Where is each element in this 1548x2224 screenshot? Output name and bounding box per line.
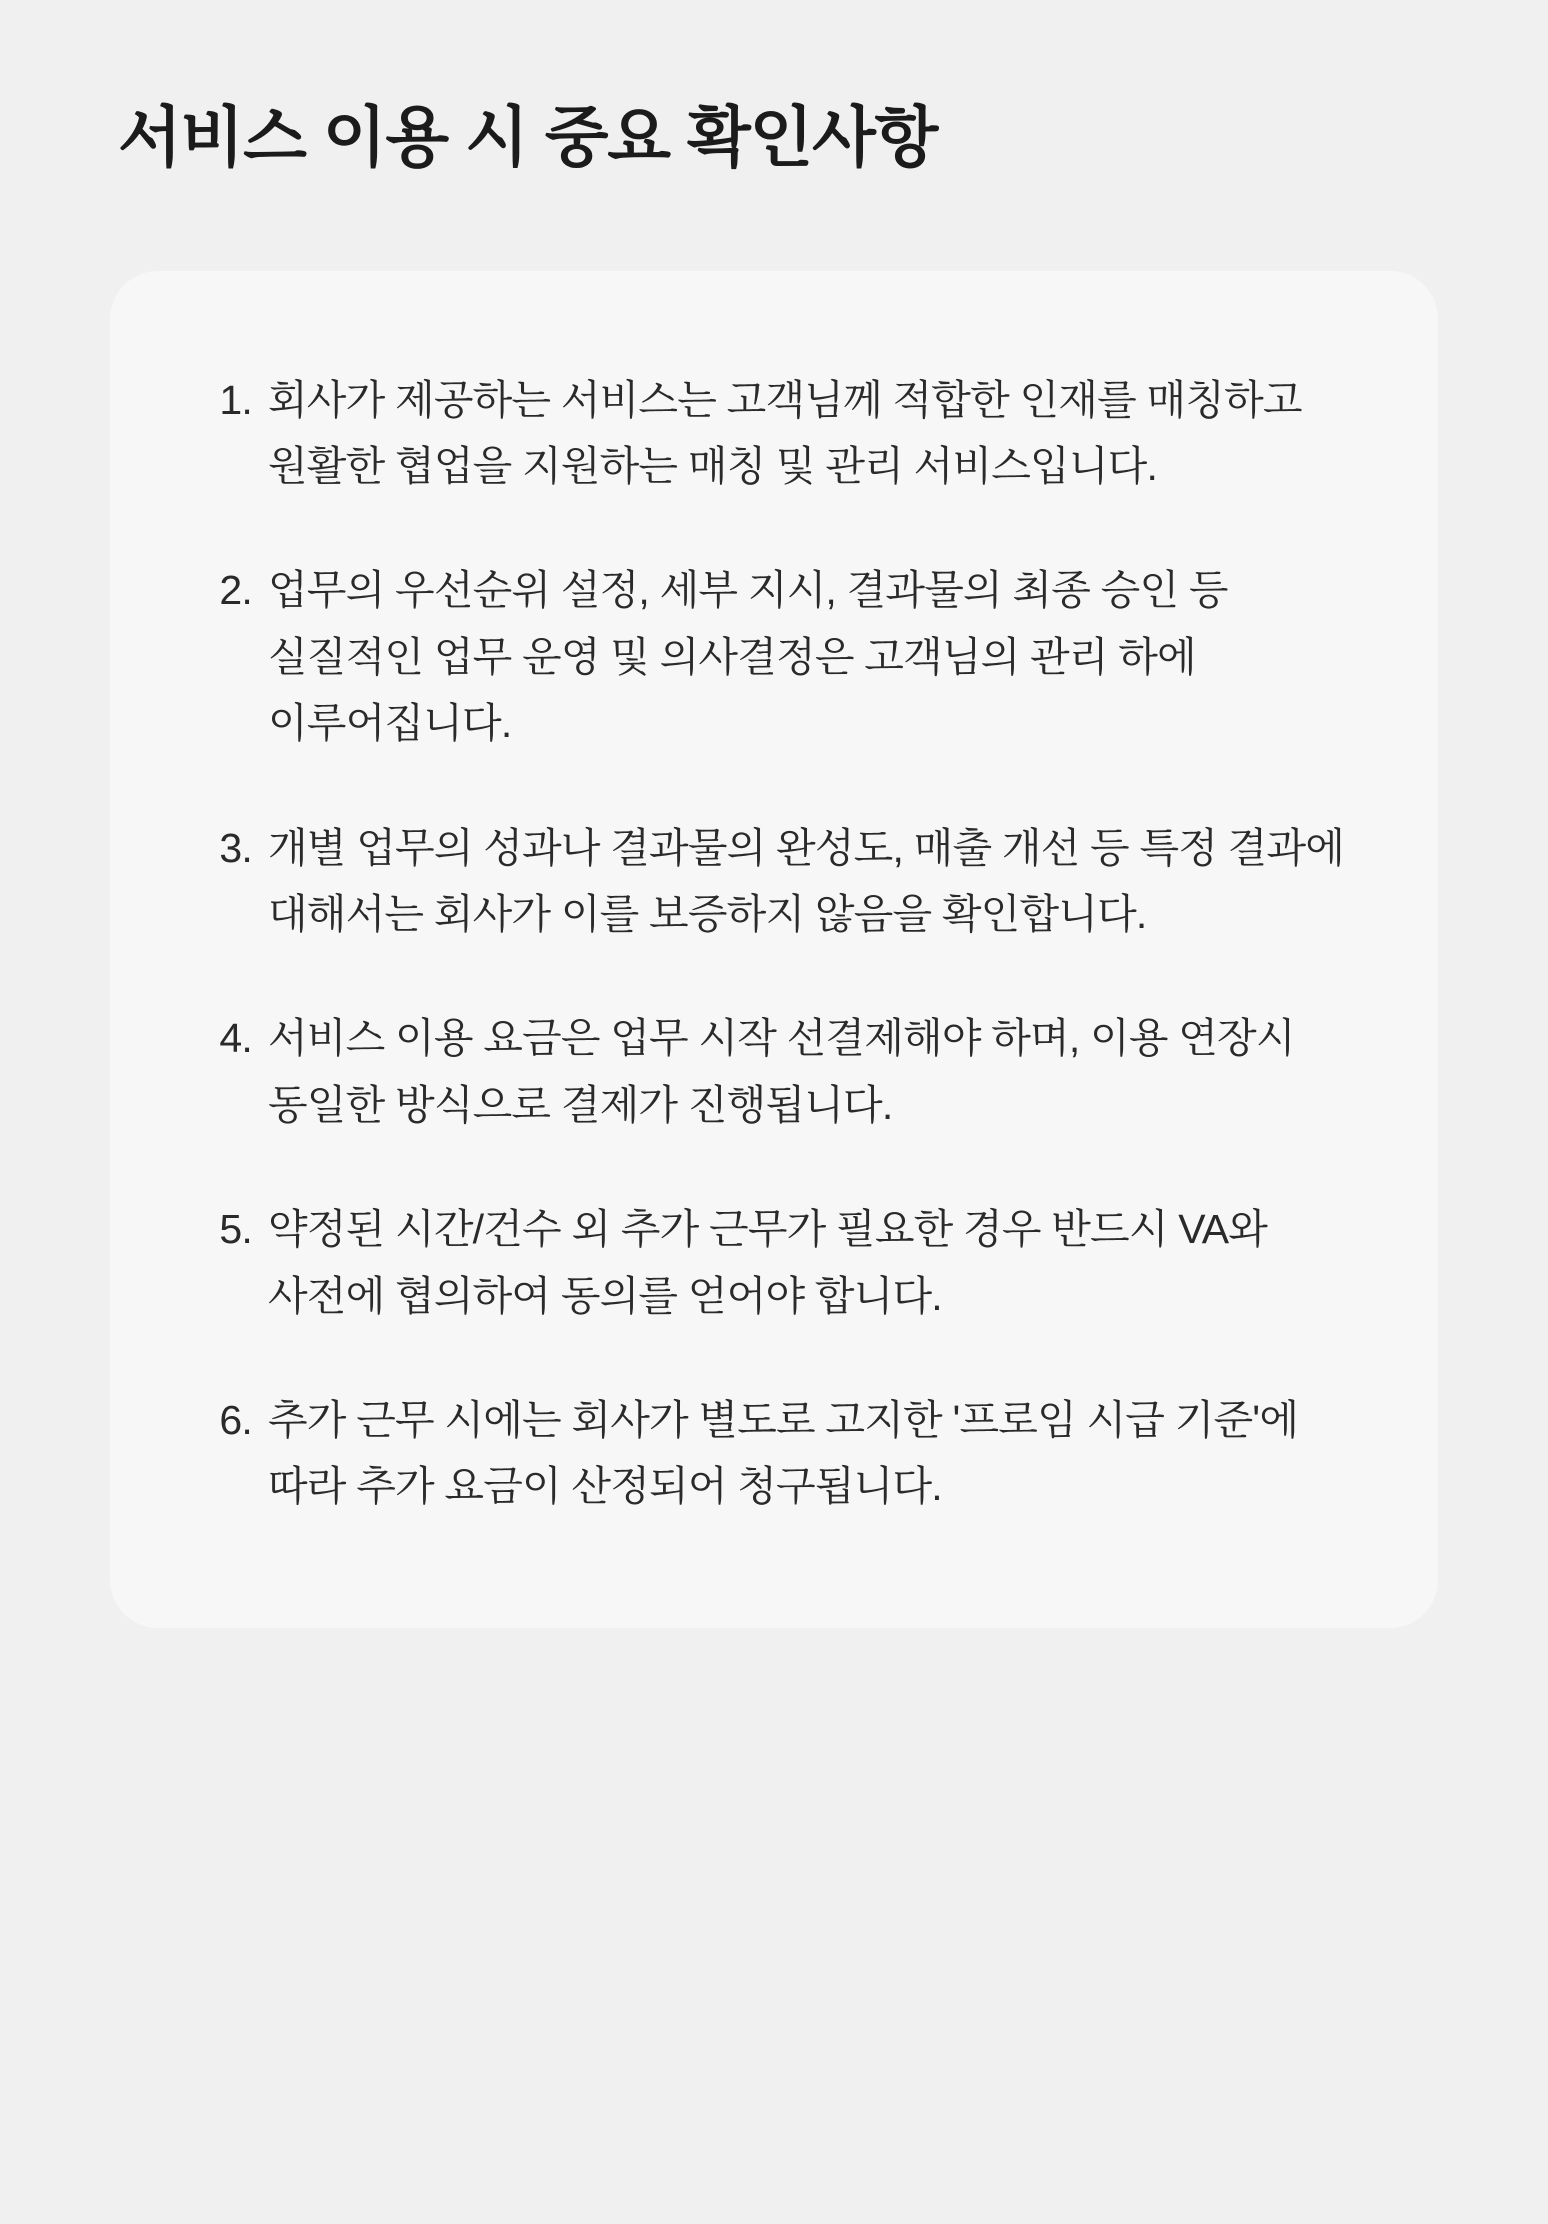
notice-card [110,271,1438,1628]
terms-list [194,367,1354,1520]
list-item: 약정된 시간/건수 외 추가 근무가 필요한 경우 반드시 VA와 사전에 협의하여 동의를 얻어야 합니다. [268,1206,1268,1319]
list-item: 서비스 이용 요금은 업무 시작 선결제해야 하며, 이용 연장시 동일한 방식으로 결제가 진행됩니다. [268,1015,1295,1128]
list-item: 추가 근무 시에는 회사가 별도로 고지한 '프로임 시급 기준'에 따라 추가 요금이 산정되어 청구됩니다. [268,1396,1299,1510]
page-title: 서비스 이용 시 중요 확인사항 [118,100,938,174]
list-item: 회사가 제공하는 서비스는 고객님께 적합한 인재를 매칭하고 원활한 협업을 지원하는 매칭 및 관리 서비스입니다. [268,376,1302,489]
list-item: 개별 업무의 성과나 결과물의 완성도, 매출 개선 등 특정 결과에 대해서는 회사가 이를 보증하지 않음을 확인합니다. [268,824,1345,937]
list-item: 업무의 우선순위 설정, 세부 지시, 결과물의 최종 승인 등 실질적인 업무 운영 및 의사결정은 고객님의 관리 하에 이루어집니다. [268,567,1228,747]
